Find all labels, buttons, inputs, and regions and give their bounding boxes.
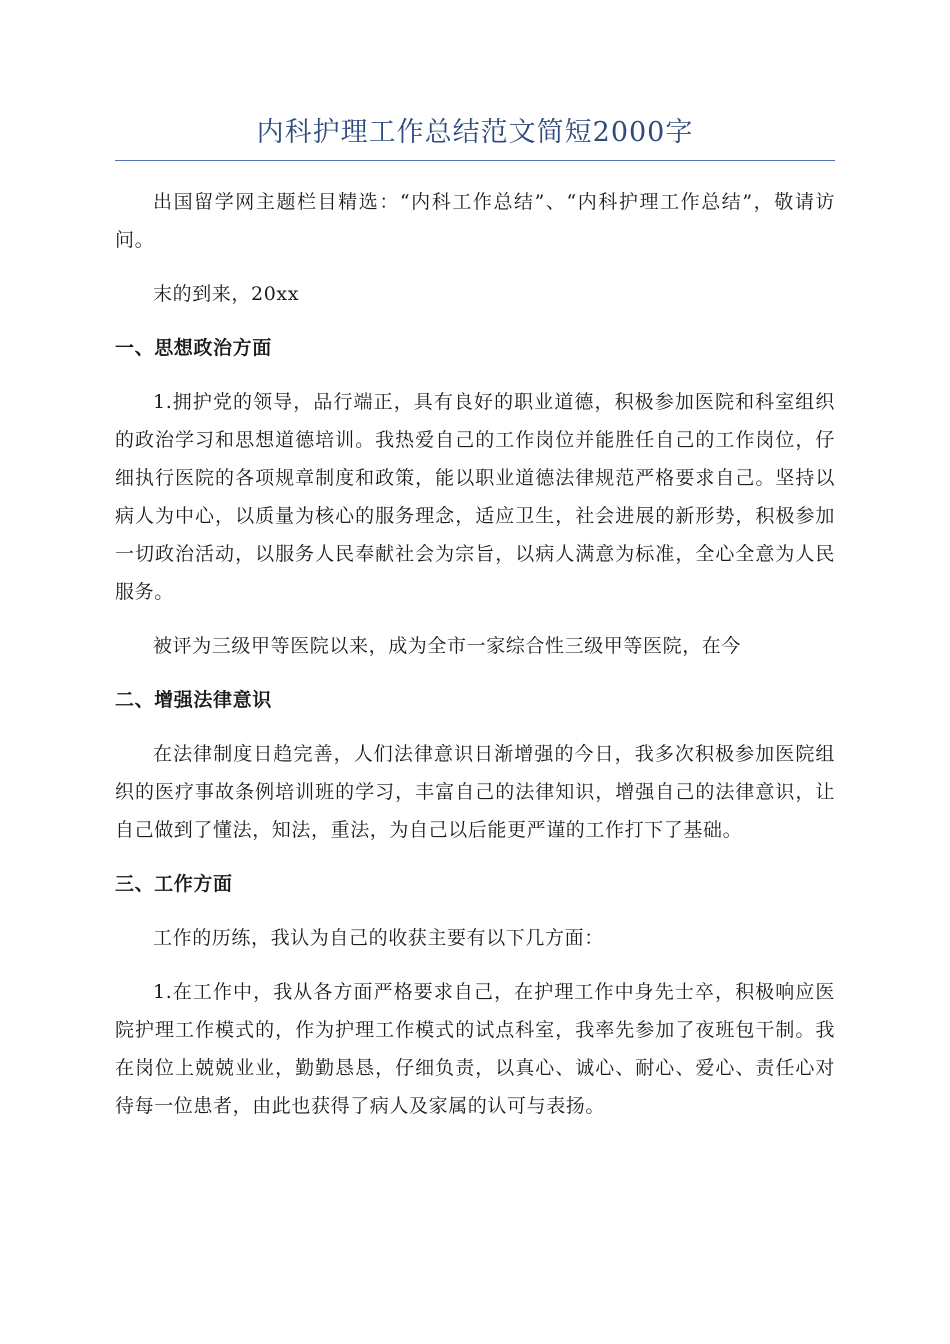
section-heading-politics: 一、思想政治方面 xyxy=(115,337,272,359)
intro-paragraph: 出国留学网主题栏目精选：“内科工作总结”、“内科护理工作总结”，敬请访问。 xyxy=(115,191,835,251)
document-title: 内科护理工作总结范文简短2000字 xyxy=(115,112,835,161)
paragraph-politics-1: 1.拥护党的领导，品行端正，具有良好的职业道德，积极参加医院和科室组织的政治学习和思想道德培训。我热爱自己的工作岗位并能胜任自己的工作岗位，仔细执行医院的各项规章制度和政策，能以职业道德法律规范严格要求自己。坚持以病人为中心，以质量为核心的服务理念，适应卫生，社会进展的新形势，积极参加一切政治活动，以服务人民奉献社会为宗旨，以病人满意为标准，全心全意为人民服务。 xyxy=(115,391,835,603)
section-heading-law: 二、增强法律意识 xyxy=(115,689,272,711)
paragraph-hospital-rating: 被评为三级甲等医院以来，成为全市一家综合性三级甲等医院，在今 xyxy=(153,635,742,657)
paragraph-year-end: 末的到来，20xx xyxy=(153,283,300,305)
document-page xyxy=(115,112,835,1125)
section-heading-work: 三、工作方面 xyxy=(115,873,233,895)
paragraph-work-1: 1.在工作中，我从各方面严格要求自己，在护理工作中身先士卒，积极响应医院护理工作模式的，作为护理工作模式的试点科室，我率先参加了夜班包干制。我在岗位上兢兢业业，勤勤恳恳，仔细负责，以真心、诚心、耐心、爱心、责任心对待每一位患者，由此也获得了病人及家属的认可与表扬。 xyxy=(115,981,835,1117)
paragraph-work-intro: 工作的历练，我认为自己的收获主要有以下几方面： xyxy=(153,927,604,949)
paragraph-law: 在法律制度日趋完善，人们法律意识日渐增强的今日，我多次积极参加医院组织的医疗事故条例培训班的学习，丰富自己的法律知识，增强自己的法律意识，让自己做到了懂法，知法，重法，为自己以后能更严谨的工作打下了基础。 xyxy=(115,743,835,841)
